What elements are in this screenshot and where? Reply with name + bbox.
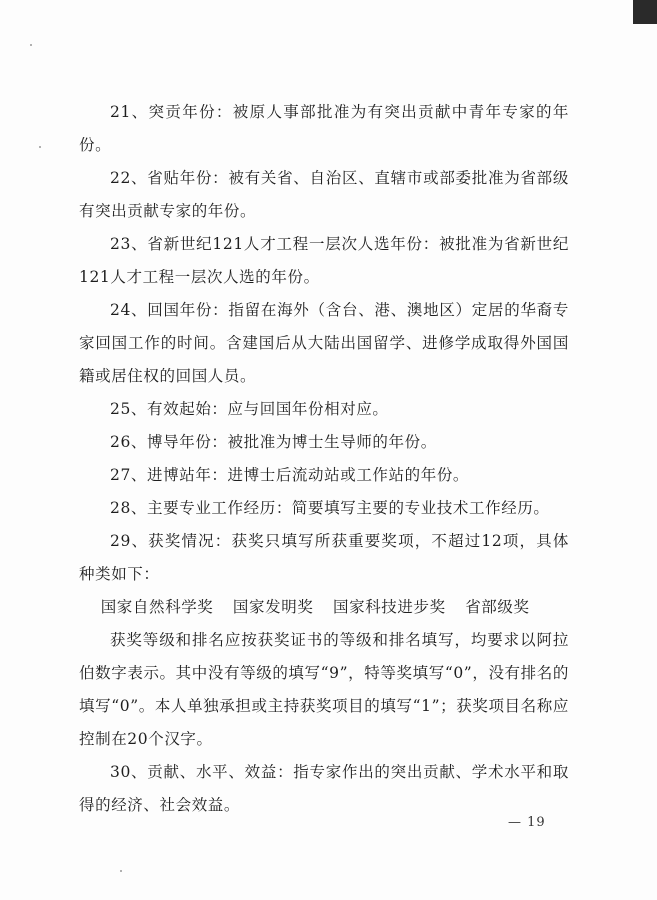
scan-corner-mark <box>633 0 657 24</box>
scan-speck <box>30 44 32 46</box>
item-30: 30、贡献、水平、效益：指专家作出的突出贡献、学术水平和取得的经济、社会效益。 <box>79 763 569 814</box>
award-type: 国家自然科学奖 <box>100 598 214 616</box>
scan-speck <box>39 146 41 148</box>
item-29: 29、获奖情况：获奖只填写所获重要奖项，不超过12项，具体种类如下： <box>79 532 569 583</box>
award-type: 省部级奖 <box>465 598 530 616</box>
scan-speck <box>120 870 122 872</box>
item-23: 23、省新世纪121人才工程一层次人选年份：被批准为省新世纪121人才工程一层次人选的年份。 <box>79 235 569 286</box>
item-27: 27、进博站年：进博士后流动站或工作站的年份。 <box>110 466 470 484</box>
award-instructions: 获奖等级和排名应按获奖证书的等级和排名填写，均要求以阿拉伯数字表示。其中没有等级的填写“9”，特等奖填写“0”，没有排名的填写“0”。本人单独承担或主持获奖项目的填写“1”；获奖项目名称应控制在20个汉字。 <box>79 631 569 748</box>
document-body <box>79 96 569 822</box>
award-type: 国家发明奖 <box>232 598 314 616</box>
item-26: 26、博导年份：被批准为博士生导师的年份。 <box>110 433 437 451</box>
item-22: 22、省贴年份：被有关省、自治区、直辖市或部委批准为省部级有突出贡献专家的年份。 <box>79 169 569 220</box>
page-number: — 19 <box>508 815 546 830</box>
item-25: 25、有效起始：应与回国年份相对应。 <box>110 400 389 418</box>
item-21: 21、突贡年份：被原人事部批准为有突出贡献中青年专家的年份。 <box>79 103 569 154</box>
award-types-list <box>79 591 569 624</box>
item-24: 24、回国年份：指留在海外（含台、港、澳地区）定居的华裔专家回国工作的时间。含建国后从大陆出国留学、进修学成取得外国国籍或居住权的回国人员。 <box>79 301 569 385</box>
item-28: 28、主要专业工作经历：简要填写主要的专业技术工作经历。 <box>110 499 550 517</box>
award-type: 国家科技进步奖 <box>332 598 446 616</box>
